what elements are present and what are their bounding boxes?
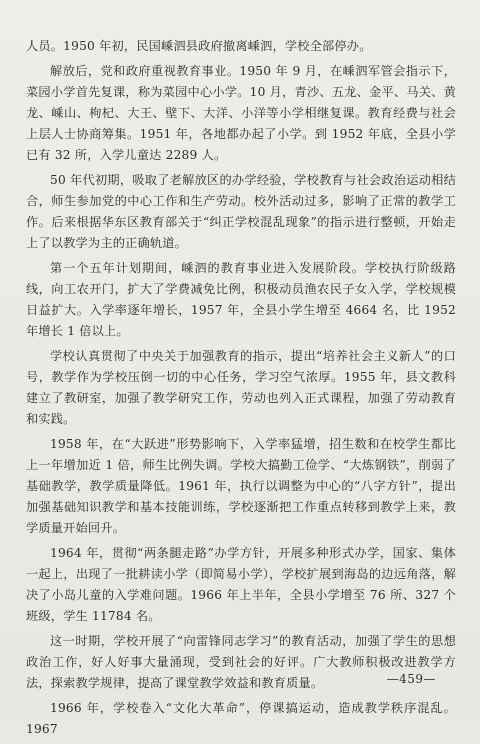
paragraph-8: 这一时期，学校开展了“向雷锋同志学习”的教育活动，加强了学生的思想政治工作，好人好事大量涌现，受到社会的好评。广大教师积极改进教学方法，探索教学规律，提高了课堂教学效益和教育质量。 — [26, 634, 456, 690]
paragraph-7: 1964 年，贯彻“两条腿走路”办学方针，开展多种形式办学，国家、集体一起上，出现了一批耕读小学（即简易小学），学校扩展到海岛的边远角落，解决了小岛儿童的入学难问题。1966 年上半年，全县小学增至 76 所、327 个班级，学生 11784 名。 — [26, 546, 456, 623]
paragraph-9: 1966 年，学校卷入“文化大革命”，停课搞运动，造成教学秩序混乱。1967 — [26, 701, 456, 736]
body-text — [26, 36, 456, 744]
paragraph-2: 解放后，党和政府重视教育事业。1950 年 9 月，在嵊泗军管会指示下，菜园小学首先复课，称为菜园中心小学。10 月，青沙、五龙、金平、马关、黄龙、嵊山、枸杞、大王、壁下、大洋、小洋等小学相继复课。教育经费与社会上层人士协商筹集。1951 年，各地都办起了小学。到 1952 年底，全县小学已有 32 所，入学儿童达 2289 人。 — [26, 64, 456, 162]
paragraph-5: 学校认真贯彻了中央关于加强教育的指示，提出“培养社会主义新人”的口号，教学作为学校压倒一切的中心任务，学习空气浓厚。1955 年，县文教科建立了教研室，加强了教学研究工作，劳动也列入正式课程，加强了劳动教育和实践。 — [26, 349, 456, 426]
paragraph-4: 第一个五年计划期间，嵊泗的教育事业进入发展阶段。学校执行阶级路线，向工农开门，扩大了学费减免比例，积极动员渔农民子女入学，学校规模日益扩大。入学率逐年增长，1957 年，全县小学生增至 4664 名，比 1952 年增长 1 倍以上。 — [26, 261, 456, 338]
paragraph-1: 人员。1950 年初，民国嵊泗县政府撤离嵊泗，学校全部停办。 — [26, 39, 372, 53]
page-number: —459— — [386, 672, 436, 686]
paragraph-6: 1958 年，在“大跃进”形势影响下，入学率猛增，招生数和在校学生都比上一年增加近 1 倍，师生比例失调。学校大搞勤工俭学、“大炼钢铁”，削弱了基础教学，教学质量降低。1961 年，执行以调整为中心的“八字方针”，提出加强基础知识教学和基本技能训练，学校逐渐把工作重点转移到教学上来，教学质量开始回升。 — [26, 437, 456, 535]
paragraph-3: 50 年代初期，吸取了老解放区的办学经验，学校教育与社会政治运动相结合，师生参加党的中心工作和生产劳动。校外活动过多，影响了正常的教学工作。后来根据华东区教育部关于“纠正学校混乱现象”的指示进行整顿，开始走上了以教学为主的正确轨道。 — [26, 173, 456, 250]
